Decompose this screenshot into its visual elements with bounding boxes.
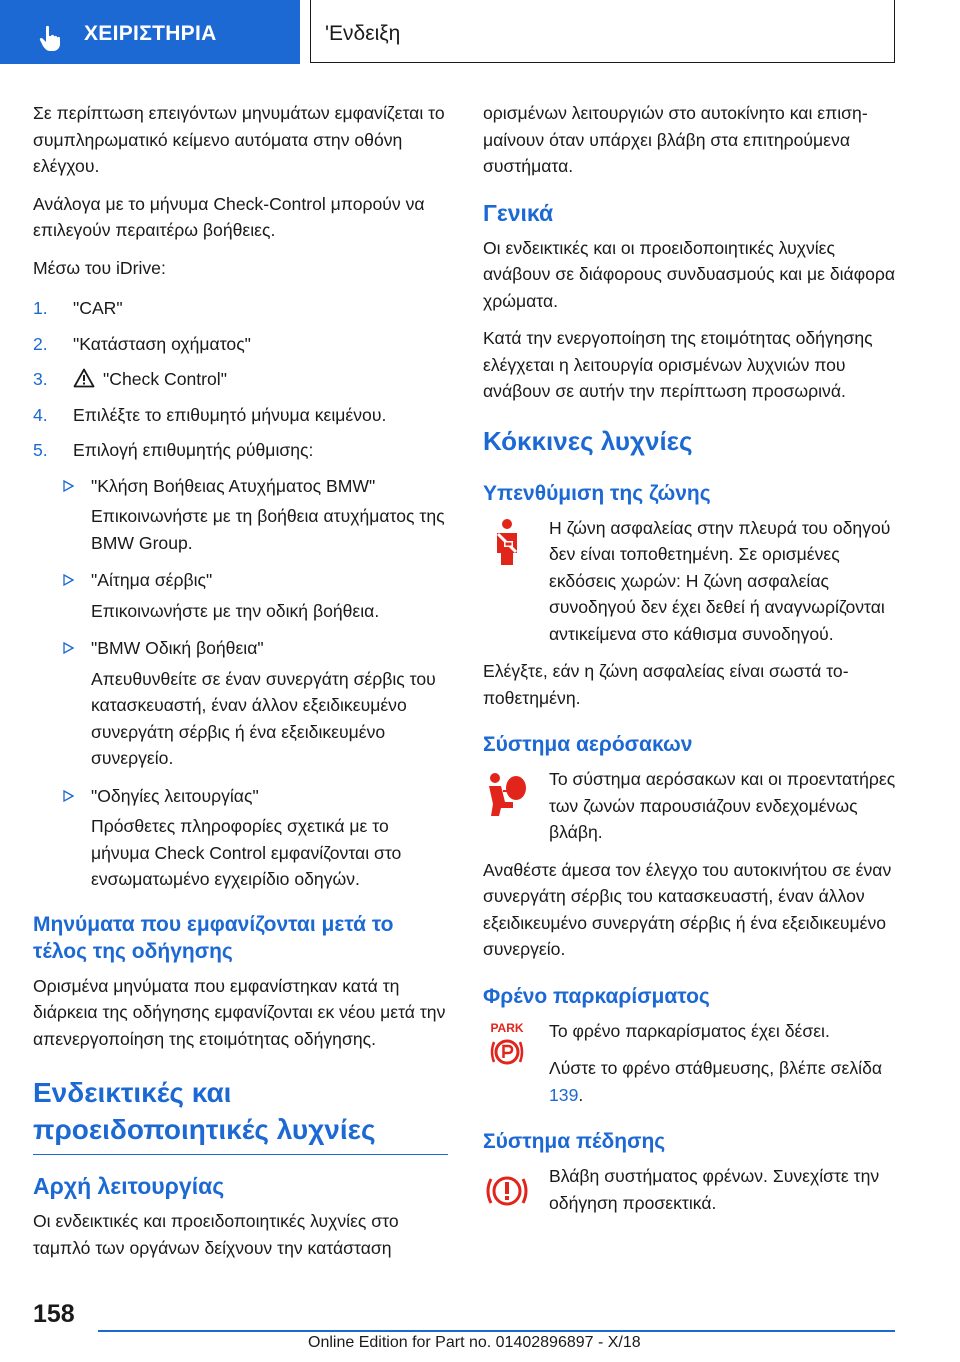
heading-after-drive: Μηνύματα που εμφανίζονται μετά το τέλος της οδήγησης xyxy=(33,912,394,963)
airbag-warning-icon xyxy=(483,768,531,818)
list-item xyxy=(33,366,448,393)
option-title: "BMW Οδική βοήθεια" xyxy=(91,638,264,658)
list-number: 2. xyxy=(33,333,48,354)
right-column xyxy=(483,100,898,1225)
option-item xyxy=(33,635,448,662)
brake-warning-block xyxy=(483,1163,898,1221)
list-item xyxy=(33,437,448,464)
option-title: "Οδηγίες λειτουργίας" xyxy=(91,785,259,806)
park-label: PARK xyxy=(490,1020,524,1035)
option-description: Απευθυνθείτε σε έναν συνεργάτη σέρβις του κατασκευαστή, έναν άλλον εξειδικευμένο συνεργάτη σέρβις ή ένα εξειδικευμένο συνεργείο. xyxy=(91,668,436,768)
triangle-bullet-icon xyxy=(63,574,74,586)
paragraph: Το σύστημα αερόσακων και οι προεντατήρες των ζωνών παρουσιάζουν ενδεχομένως βλάβη. xyxy=(549,769,896,842)
paragraph: Σε περίπτωση επειγόντων μηνυμάτων εμφανίζεται το συμπληρωματικό κείμενο αυτόματα στην οθόνη ελέγχου. xyxy=(33,103,445,176)
list-number: 5. xyxy=(33,440,48,460)
paragraph: ορισμένων λειτουργιών στο αυτοκίνητο και επισημαίνουν όταν υπάρχει βλάβη στα επιτηρούμενα συστήματα. xyxy=(483,103,868,176)
list-text: Επιλέξτε το επιθυμητό μήνυμα κειμένου. xyxy=(73,404,387,425)
option-item xyxy=(33,783,448,810)
park-brake-block xyxy=(483,1018,898,1109)
page-number: 158 xyxy=(33,1300,75,1328)
brake-warning-icon xyxy=(483,1165,531,1215)
heading-principle: Αρχή λειτουργίας xyxy=(33,1173,225,1199)
list-item xyxy=(33,331,448,358)
option-description: Πρόσθετες πληροφορίες σχετικά με το μήνυμα Check Control εμφανίζονται στο ενσωματωμένο εγχειρίδιο οδηγών. xyxy=(91,816,402,889)
belt-warning-block xyxy=(483,515,898,648)
paragraph: Ορισμένα μηνύματα που εμφανίστηκαν κατά τη διάρκεια της οδήγησης εμφανίζονται εκ νέου μετά την απενεργοποίηση της ετοιμότητας οδήγησης. xyxy=(33,975,446,1049)
chapter-title: 'Ενδειξη xyxy=(325,22,401,45)
edition-note: Online Edition for Part no. 01402896897 - X/18 xyxy=(308,1334,641,1351)
list-number: 4. xyxy=(33,404,48,425)
heading-indicators: Ενδεικτικές και προειδοποιητικές λυχνίες xyxy=(33,1074,448,1155)
warning-triangle-icon xyxy=(73,368,95,388)
page-link[interactable]: 139 xyxy=(549,1084,579,1105)
text: . xyxy=(578,1084,584,1105)
list-text: "Check Control" xyxy=(103,369,227,389)
park-brake-icon xyxy=(483,1020,531,1070)
paragraph: Οι ενδεικτικές και οι προειδοποιητικές λυχνίες ανάβουν σε διάφορους συνδυασμούς και με διάφορα χρώματα. xyxy=(483,237,896,311)
section-title: ΧΕΙΡΙΣΤΗΡΙΑ xyxy=(84,22,217,45)
hand-pointer-icon xyxy=(38,24,66,52)
option-description: Επικοινωνήστε με τη βοήθεια ατυχήματος της BMW Group. xyxy=(91,506,445,553)
list-text: Επιλογή επιθυμητής ρύθμισης: xyxy=(73,440,314,460)
option-item xyxy=(33,473,448,500)
heading-red-lights: Κόκκινες λυχνίες xyxy=(483,425,693,456)
triangle-bullet-icon xyxy=(63,790,74,802)
text: Λύστε το φρένο στάθμευσης, βλέπε σελίδα xyxy=(549,1058,883,1078)
heading-airbag: Σύστημα αερόσακων xyxy=(483,733,693,756)
paragraph: Κατά την ενεργοποίηση της ετοιμότητας οδήγησης ελέγχεται η λειτουργία ορισμένων λυχνιών που ανάβουν σε αυτήν την περίπτωση προσωρινά. xyxy=(483,328,873,401)
option-title: "Κλήση Βοήθειας Ατυχήματος BMW" xyxy=(91,475,376,496)
left-column xyxy=(33,100,448,1272)
list-number: 1. xyxy=(33,298,48,318)
paragraph: Βλάβη συστήματος φρένων. Συνεχίστε την οδήγηση προσεκτικά. xyxy=(549,1166,880,1213)
list-text: "CAR" xyxy=(73,298,123,318)
option-item xyxy=(33,567,448,594)
paragraph: Η ζώνη ασφαλείας στην πλευρά του οδηγού δεν είναι τοποθετημένη. Σε ορισμένες εκδόσεις χωρών: Η ζώνη ασφαλείας συνοδηγού δεν έχει δεθεί ή αναγνωρίζονται αντικείμενα στο κάθισμα συνοδηγού. xyxy=(549,517,891,644)
paragraph: Οι ενδεικτικές και προειδοποιητικές λυχνίες στο ταμπλό των οργάνων δείχνουν την κατάσταση xyxy=(33,1211,399,1258)
airbag-warning-block xyxy=(483,766,898,846)
option-title: "Αίτημα σέρβις" xyxy=(91,570,213,590)
heading-general: Γενικά xyxy=(483,199,554,226)
heading-brake: Σύστημα πέδησης xyxy=(483,1130,666,1153)
triangle-bullet-icon xyxy=(63,642,74,654)
paragraph: Ελέγξτε, εάν η ζώνη ασφαλείας είναι σωστά τοποθετημένη. xyxy=(483,661,849,708)
list-text: "Κατάσταση οχήματος" xyxy=(73,333,251,354)
footer-divider xyxy=(98,1330,895,1332)
list-item xyxy=(33,402,448,429)
heading-belt: Υπενθύμιση της ζώνης xyxy=(483,481,711,505)
triangle-bullet-icon xyxy=(63,480,74,492)
paragraph: Ανάλογα με το μήνυμα Check-Control μπορούν να επιλεγούν περαιτέρω βοήθειες. xyxy=(33,193,425,240)
heading-park: Φρένο παρκαρίσματος xyxy=(483,984,710,1008)
option-description: Επικοινωνήστε με την οδική βοήθεια. xyxy=(91,600,380,621)
paragraph xyxy=(549,1055,898,1108)
section-tab[interactable] xyxy=(0,0,300,64)
list-number: 3. xyxy=(33,369,48,389)
chapter-box xyxy=(310,0,895,63)
paragraph: Αναθέστε άμεσα τον έλεγχο του αυτοκινήτου σε έναν συνεργάτη σέρβις του κατασκευαστή, έναν άλλον εξειδικευμένο συνεργάτη σέρβις ή ένα εξειδικευμένο συνεργείο. xyxy=(483,859,892,959)
list-item xyxy=(33,295,448,322)
paragraph: Το φρένο παρκαρίσματος έχει δέσει. xyxy=(549,1020,830,1041)
seatbelt-warning-icon xyxy=(483,517,531,567)
paragraph: Μέσω του iDrive: xyxy=(33,257,166,278)
